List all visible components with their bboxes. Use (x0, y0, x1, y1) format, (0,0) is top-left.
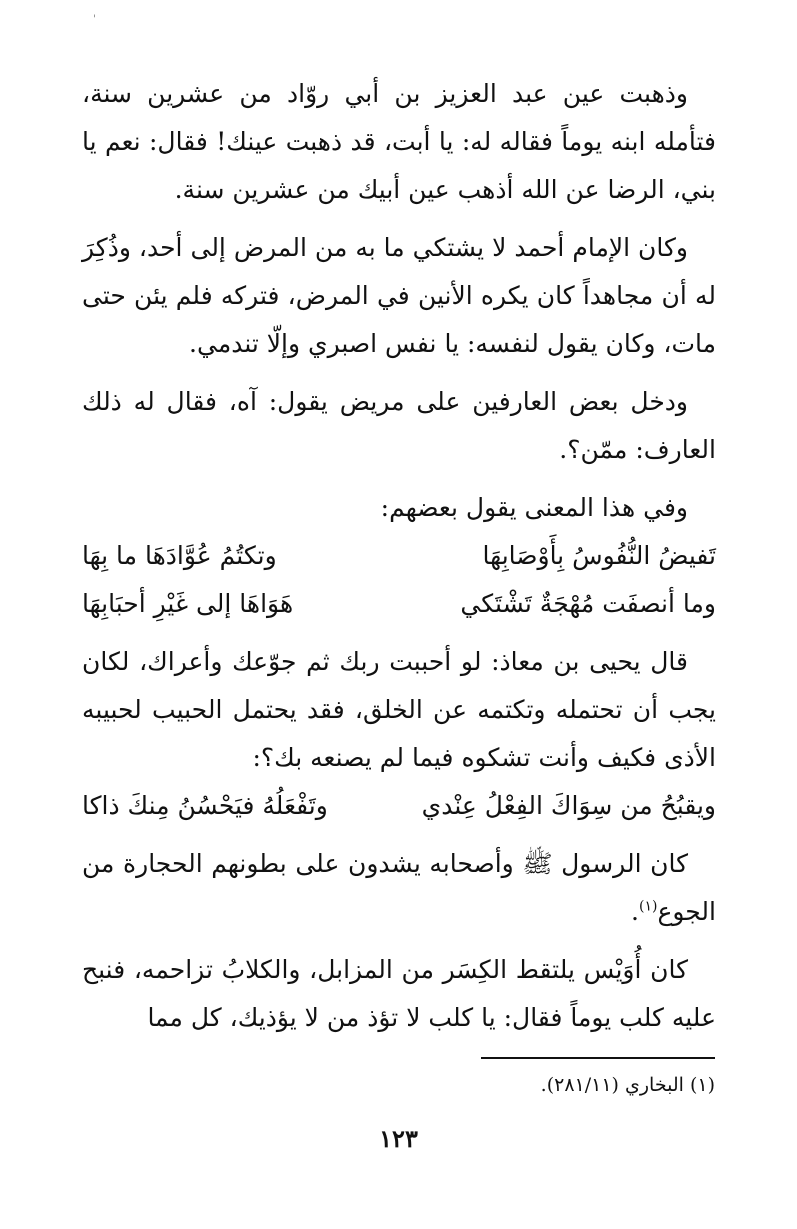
poem-hemistich-second: هَوَاهَا إلى غَيْرِ أحبَابِهَا (82, 589, 294, 618)
paragraph-arif: ودخل بعض العارفين على مريض يقول: آه، فقال له ذلك العارف: ممّن؟. (82, 387, 716, 464)
footnote-divider (481, 1057, 715, 1059)
poem-hemistich-first: تَفيضُ النُّفُوسُ بِأَوْصَابِهَا (482, 541, 716, 570)
paragraph-poem-intro: وفي هذا المعنى يقول بعضهم: (380, 493, 688, 522)
poem-hemistich-first: ويقبُحُ من سِوَاكَ الفِعْلُ عِنْدي (421, 791, 716, 820)
poem-hemistich-second: وتَفْعَلُهُ فيَحْسُنُ مِنكَ ذاكا (82, 791, 328, 820)
footnote-marker[interactable]: (١) (638, 898, 658, 915)
paragraph-uways: كان أُوَيْس يلتقط الكِسَر من المزابل، والكلابُ تزاحمه، فنبح عليه كلب يوماً فقال: يا كلب لا تؤذ من لا يؤذيك، كل مما (82, 955, 716, 1032)
poem-stanza-1 (82, 532, 716, 628)
page-body (82, 70, 716, 1052)
poem-verse (82, 532, 716, 580)
corner-mark: ' (93, 14, 96, 25)
poem-hemistich-first: وما أنصفَت مُهْجَةٌ تَشْتَكي (460, 589, 716, 618)
poem-stanza-2 (82, 782, 716, 830)
paragraph-prophet-end: . (631, 897, 639, 926)
paragraph-abd-alaziz: وذهبت عين عبد العزيز بن أبي روّاد من عشرين سنة، فتأمله ابنه يوماً فقاله له: يا أبت، قد ذهبت عينك! فقال: نعم يا بني، الرضا عن الله أذهب عين أبيك من عشرين سنة. (82, 79, 716, 204)
paragraph-prophet-text: كان الرسول ﷺ وأصحابه يشدون على بطونهم الحجارة من الجوع (82, 849, 716, 926)
paragraph-yahya: قال يحيى بن معاذ: لو أحببت ربك ثم جوّعك وأعراك، لكان يجب أن تحتمله وتكتمه عن الخلق، فقد يحتمل الحبيب لحبيبه الأذى فكيف وأنت تشكوه فيما لم يصنعه بك؟: (82, 647, 716, 772)
poem-verse (82, 580, 716, 628)
page-number: ١٢٣ (379, 1124, 418, 1153)
paragraph-prophet (82, 840, 716, 936)
paragraph-imam-ahmad: وكان الإمام أحمد لا يشتكي ما به من المرض إلى أحد، وذُكِرَ له أن مجاهداً كان يكره الأنين في المرض، فتركه فلم يئن حتى مات، وكان يقول لنفسه: يا نفس اصبري وإلّا تندمي. (82, 233, 716, 358)
poem-hemistich-second: وتكتُمُ عُوَّادَهَا ما بِهَا (82, 541, 277, 570)
poem-verse (82, 782, 716, 830)
footnote: (١) البخاري (٢٨١/١١). (540, 1074, 715, 1096)
